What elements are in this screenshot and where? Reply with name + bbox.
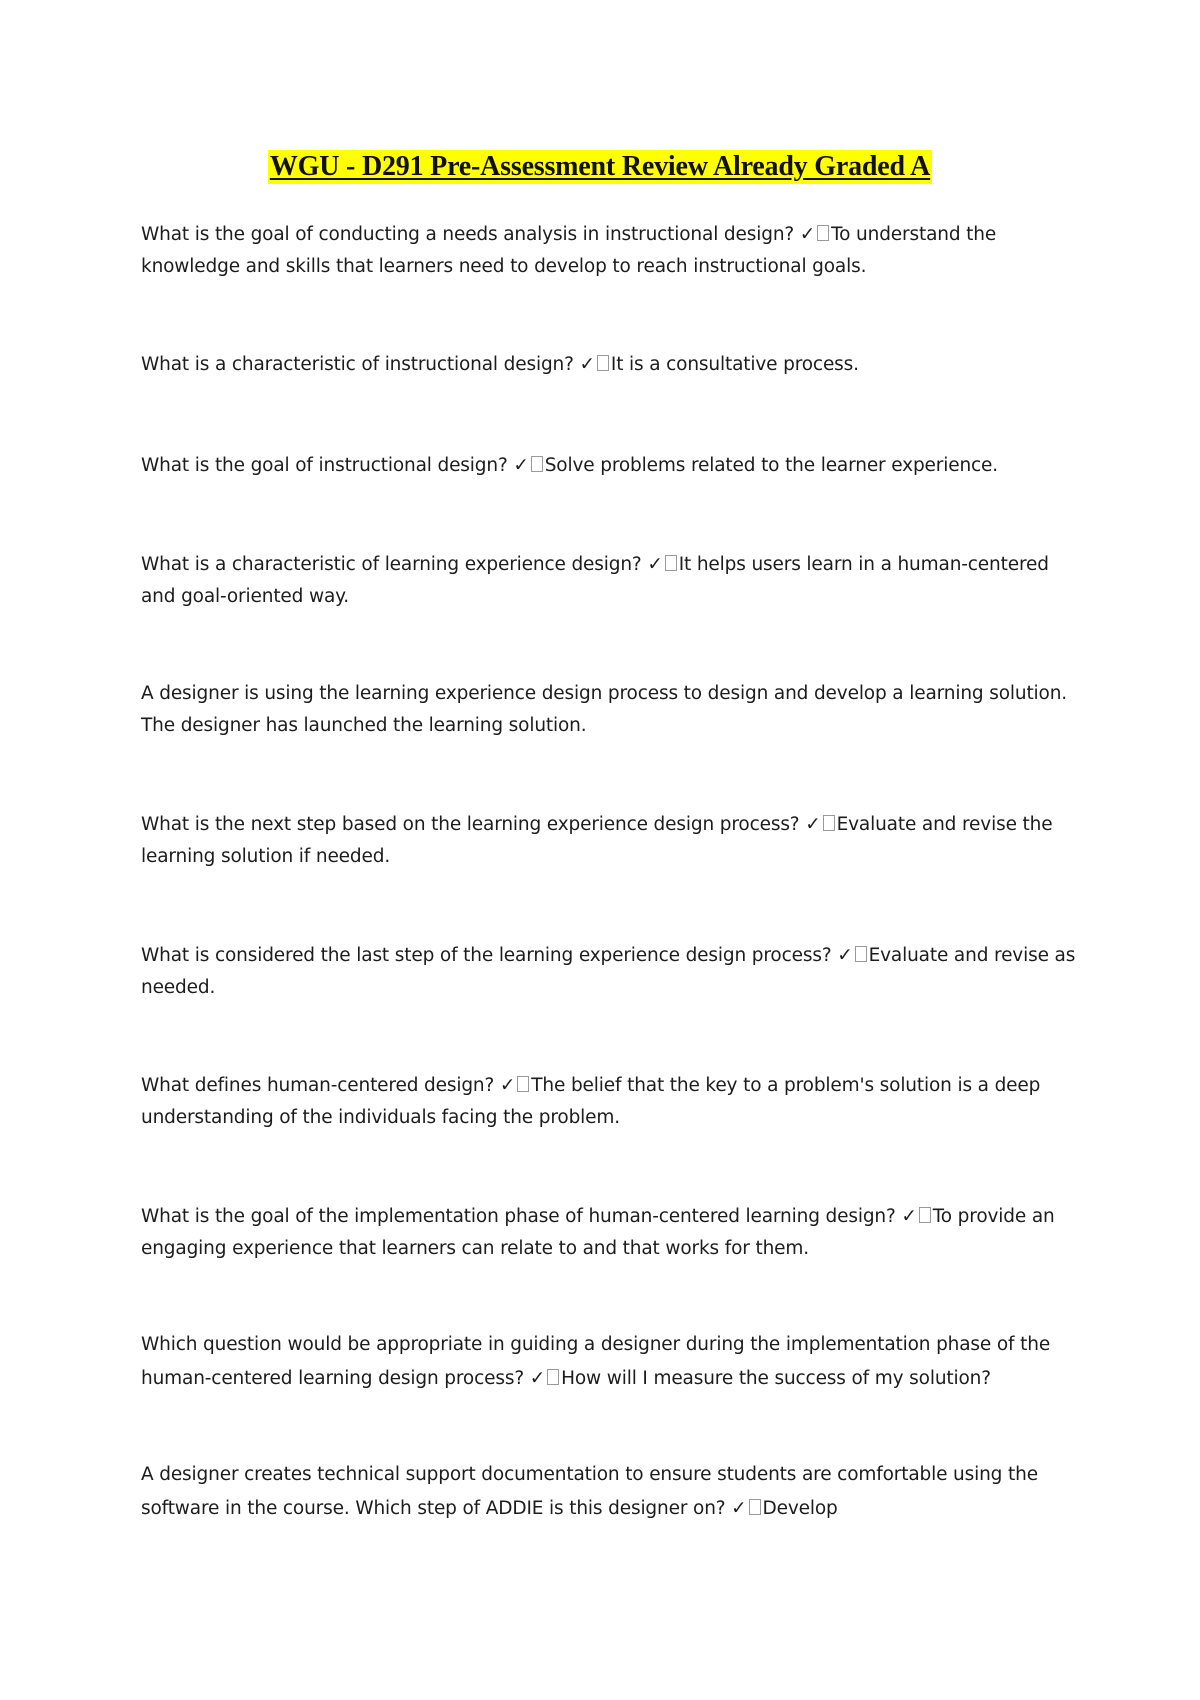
qa-item-2 [141,349,1081,381]
question-text: A designer creates technical support documentation to ensure students are comfortable using the software in the course. Which step of ADDIE is this designer on? [141,1464,1038,1519]
missing-glyph-box-icon [517,1076,529,1092]
question-text: What is the goal of conducting a needs analysis in instructional design? [141,224,795,245]
title-container [0,150,1200,184]
question-text: What is the next step based on the learning experience design process? [141,814,800,835]
check-mark-icon: ✓ [799,224,816,245]
check-mark-icon: ✓ [647,554,663,575]
answer-text: To understand the knowledge and skills that learners need to develop to reach instructional goals. [141,224,997,277]
qa-item-1 [141,219,1081,283]
check-mark-icon: ✓ [529,1368,546,1389]
answer-text: It is a consultative process. [610,354,859,375]
missing-glyph-box-icon [817,225,829,241]
question-text: What is a characteristic of instructional design? [141,354,574,375]
answer-text: Evaluate and revise the learning solution if needed. [141,814,1053,867]
question-text: Which question would be appropriate in guiding a designer during the implementation phase of the human-centered learning design process? [141,1334,1051,1389]
qa-item-10 [141,1458,1081,1526]
check-mark-icon: ✓ [805,814,821,835]
answer-text: Evaluate and revise as needed. [141,945,1076,998]
qa-item-7 [141,1070,1081,1134]
answer-text: Solve problems related to the learner experience. [544,455,999,476]
check-mark-icon: ✓ [837,945,853,966]
missing-glyph-box-icon [855,946,867,962]
answer-text: Develop [762,1498,838,1519]
qa-item-3 [141,450,1081,482]
check-mark-icon: ✓ [579,354,595,375]
question-text: What is the goal of instructional design? [141,455,508,476]
question-text: What defines human-centered design? [141,1075,495,1096]
missing-glyph-box-icon [749,1499,761,1515]
question-text: What is a characteristic of learning experience design? [141,554,642,575]
check-mark-icon: ✓ [901,1206,917,1227]
question-text: What is considered the last step of the learning experience design process? [141,945,832,966]
missing-glyph-box-icon [547,1369,559,1385]
missing-glyph-box-icon [665,555,677,571]
answer-text: The belief that the key to a problem's solution is a deep understanding of the individuals facing the problem. [141,1075,1041,1128]
qa-item-9 [141,1328,1081,1396]
qa-item-6 [141,940,1081,1004]
qa-item-5 [141,809,1081,873]
qa-item-8 [141,1201,1081,1265]
question-text: What is the goal of the implementation phase of human-centered learning design? [141,1206,896,1227]
answer-text: To provide an engaging experience that learners can relate to and that works for them. [141,1206,1055,1259]
qa-item-4 [141,549,1081,613]
scenario-text [141,678,1081,742]
document-title: WGU - D291 Pre-Assessment Review Already Graded A [269,151,931,182]
missing-glyph-box-icon [823,815,835,831]
answer-text: How will I measure the success of my solution? [561,1368,991,1389]
check-mark-icon: ✓ [499,1075,516,1096]
missing-glyph-box-icon [531,456,543,472]
missing-glyph-box-icon [919,1207,931,1223]
scenario-paragraph: A designer is using the learning experience design process to design and develop a learning solution. The designer has launched the learning solution. [141,683,1068,736]
answer-text: It helps users learn in a human-centered and goal-oriented way. [141,554,1049,607]
missing-glyph-box-icon [597,355,609,371]
check-mark-icon: ✓ [513,455,529,476]
check-mark-icon: ✓ [731,1498,747,1519]
